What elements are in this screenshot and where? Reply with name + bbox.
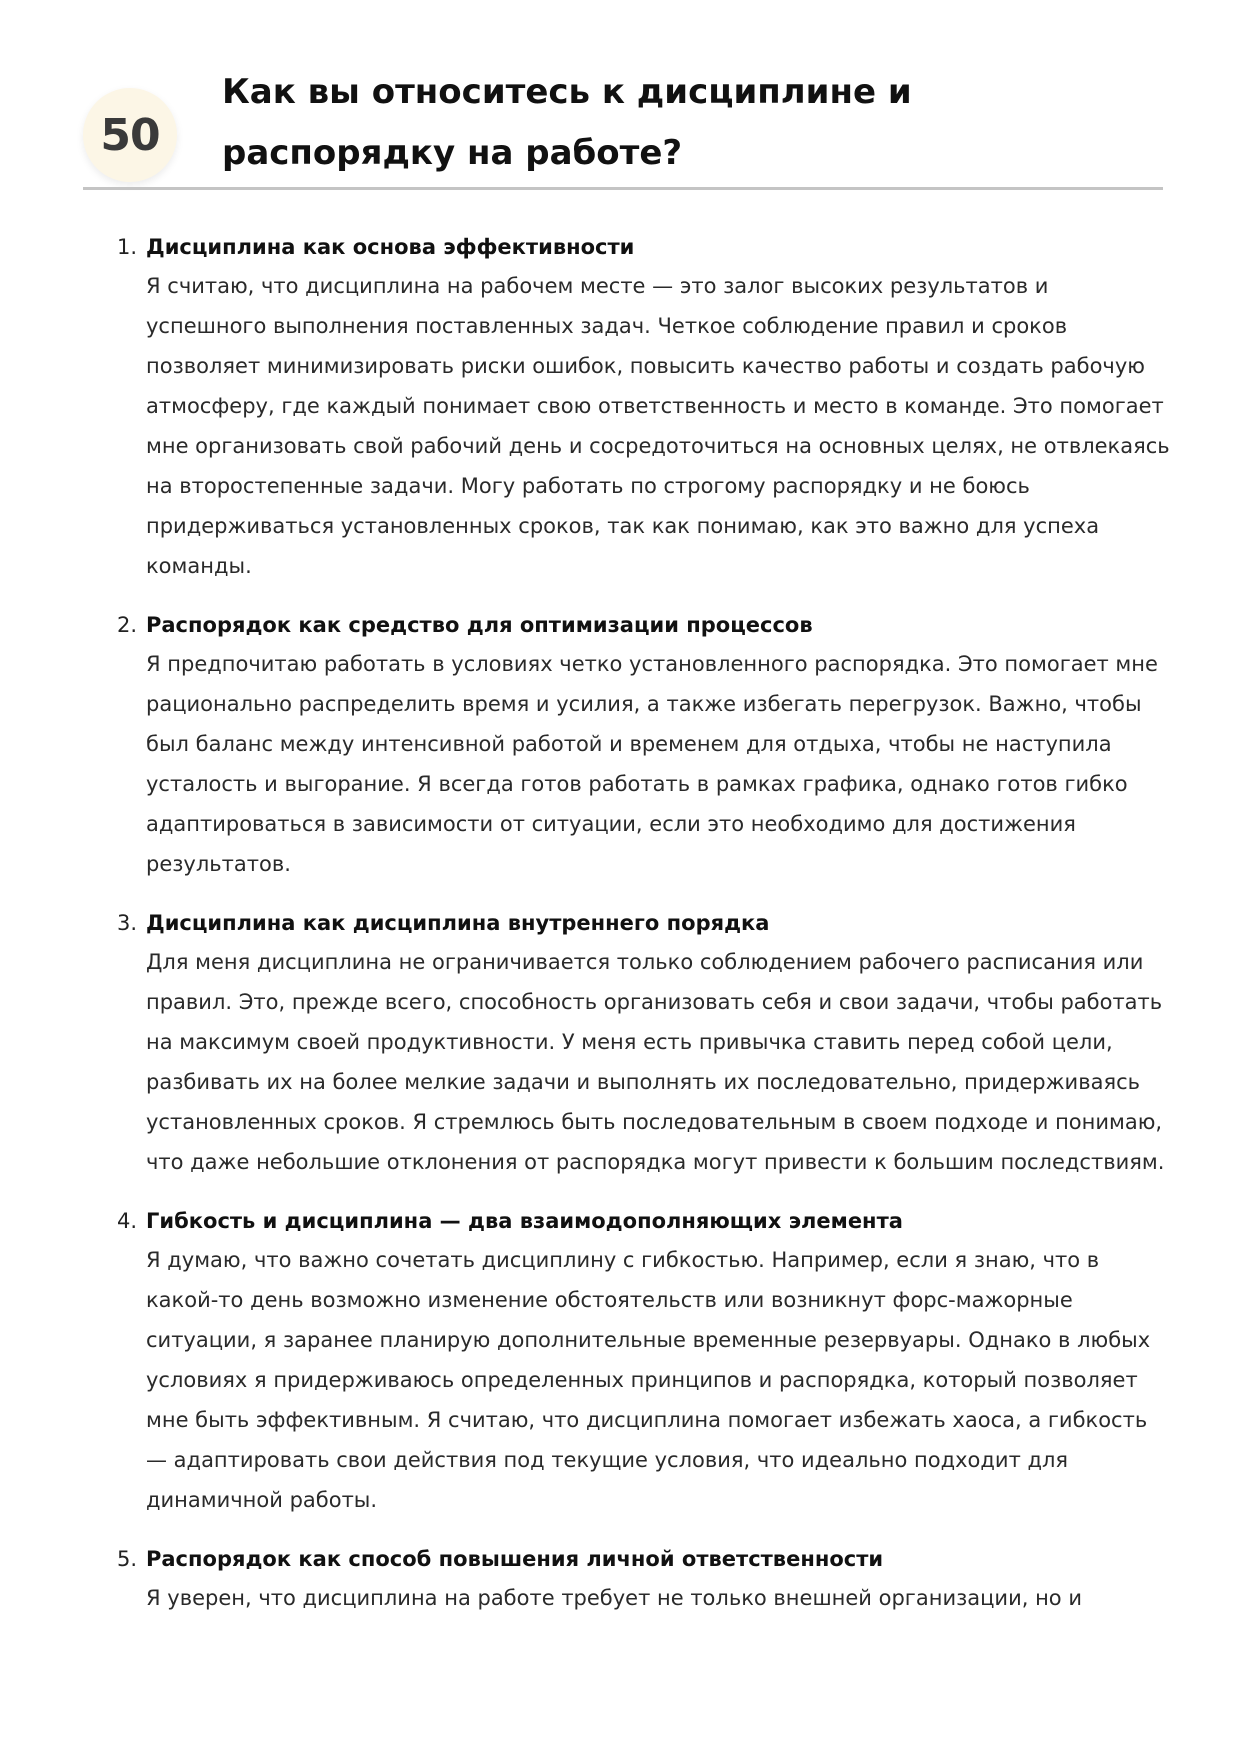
item-text: Я думаю, что важно сочетать дисциплину с гибкостью. Например, если я знаю, что в какой-то день возможно изменение обстоятельств или возникнут форс-мажорные ситуации, я заранее планирую дополнительные временные резервуары. Однако в любых условиях я придерживаюсь определенных принципов и распорядка, который позволяет мне быть эффективным. Я считаю, что дисциплина помогает избежать хаоса, а гибкость — адаптировать свои действия под текущие условия, что идеально подходит для динамичной работы. bbox=[146, 1248, 1151, 1512]
answer-list bbox=[112, 230, 1172, 1640]
item-text: Для меня дисциплина не ограничивается только соблюдением рабочего расписания или правил. Это, прежде всего, способность организовать себя и свои задачи, чтобы работать на максимум своей продуктивности. У меня есть привычка ставить перед собой цели, разбивать их на более мелкие задачи и выполнять их последовательно, придерживаясь установленных сроков. Я стремлюсь быть последовательным в своем подходе и понимаю, что даже небольшие отклонения от распорядка могут привести к большим последствиям. bbox=[146, 950, 1165, 1174]
item-number: 2. bbox=[117, 613, 138, 637]
item-number: 5. bbox=[117, 1547, 138, 1571]
list-item bbox=[112, 230, 1172, 586]
list-item bbox=[112, 1542, 1172, 1618]
list-item bbox=[112, 608, 1172, 884]
item-heading: Дисциплина как дисциплина внутреннего порядка bbox=[146, 911, 770, 935]
question-title: Как вы относитесь к дисциплине и распорядку на работе? bbox=[222, 72, 912, 173]
item-text: Я предпочитаю работать в условиях четко установленного распорядка. Это помогает мне рационально распределить время и усилия, а также избегать перегрузок. Важно, чтобы был баланс между интенсивной работой и временем для отдыха, чтобы не наступила усталость и выгорание. Я всегда готов работать в рамках графика, однако готов гибко адаптироваться в зависимости от ситуации, если это необходимо для достижения результатов. bbox=[146, 652, 1158, 876]
item-heading: Распорядок как средство для оптимизации процессов bbox=[146, 613, 813, 637]
item-heading: Распорядок как способ повышения личной ответственности bbox=[146, 1547, 884, 1571]
item-heading: Дисциплина как основа эффективности bbox=[146, 235, 635, 259]
item-number: 1. bbox=[117, 235, 138, 259]
list-item bbox=[112, 1204, 1172, 1520]
item-heading: Гибкость и дисциплина — два взаимодополняющих элемента bbox=[146, 1209, 903, 1233]
item-number: 3. bbox=[117, 911, 138, 935]
question-header bbox=[83, 56, 1163, 190]
item-number: 4. bbox=[117, 1209, 138, 1233]
header-divider bbox=[83, 187, 1163, 190]
question-number-badge: 50 bbox=[83, 88, 177, 182]
item-text: Я уверен, что дисциплина на работе требует не только внешней организации, но и bbox=[146, 1586, 1082, 1610]
list-item bbox=[112, 906, 1172, 1182]
item-text: Я считаю, что дисциплина на рабочем месте — это залог высоких результатов и успешного выполнения поставленных задач. Четкое соблюдение правил и сроков позволяет минимизировать риски ошибок, повысить качество работы и создать рабочую атмосферу, где каждый понимает свою ответственность и место в команде. Это помогает мне организовать свой рабочий день и сосредоточиться на основных целях, не отвлекаясь на второстепенные задачи. Могу работать по строгому распорядку и не боюсь придерживаться установленных сроков, так как понимаю, как это важно для успеха команды. bbox=[146, 274, 1170, 578]
